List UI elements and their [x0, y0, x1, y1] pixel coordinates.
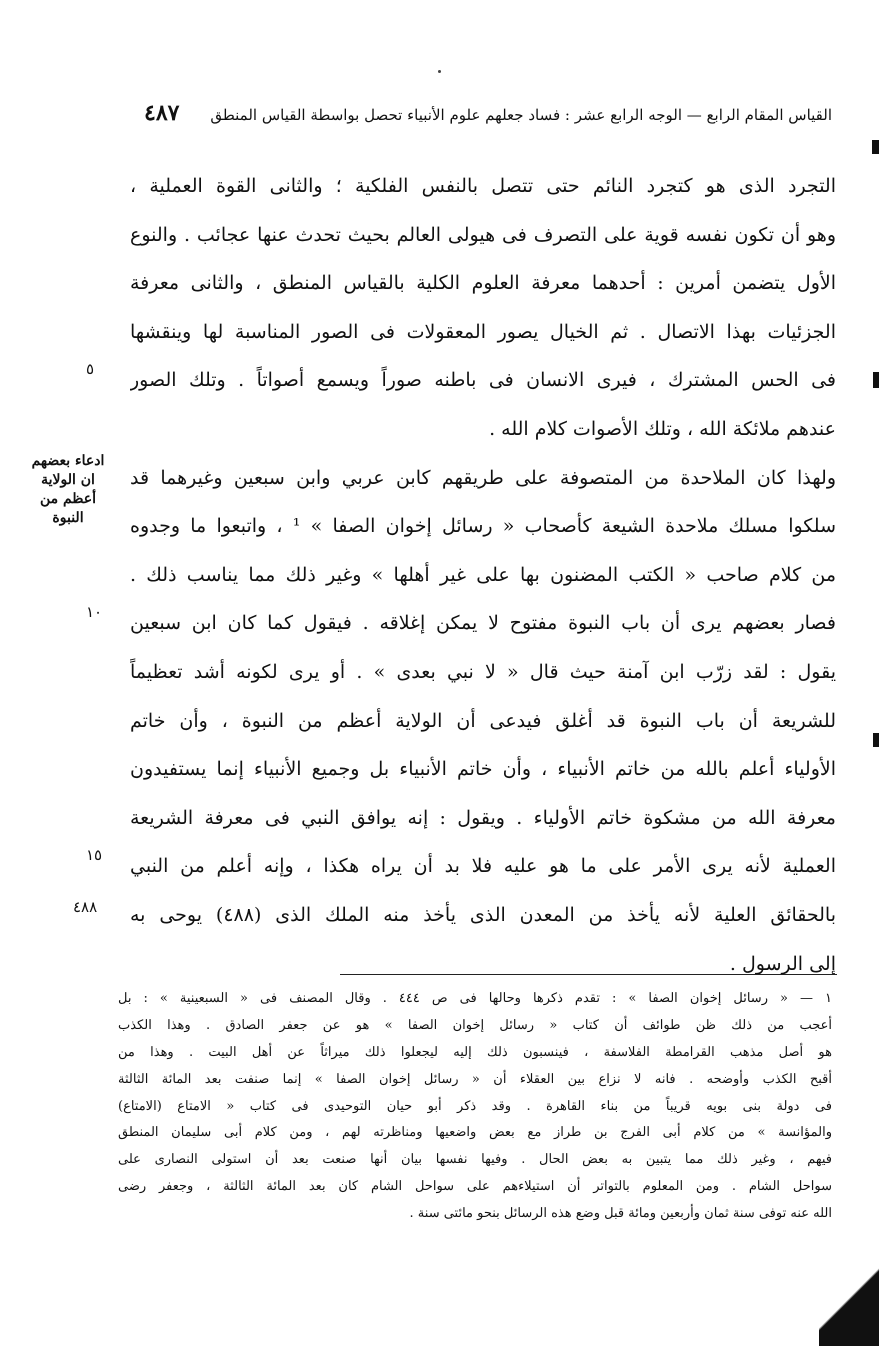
body-text — [130, 162, 836, 988]
scan-edge-mark — [872, 140, 879, 154]
body-line: إلى الرسول . — [729, 952, 836, 975]
margin-note — [18, 452, 118, 528]
running-head-title: القياس المقام الرابع — الوجه الرابع عشر : فساد جعلهم علوم الأنبياء تحصل بواسطة القياس المنطق — [210, 106, 832, 124]
body-line: من كلام صاحب « الكتب المضنون بها على غير أهلها » وغير ذلك مما يناسب ذلك . — [130, 563, 836, 586]
footnote-line: سواحل الشام . ومن المعلوم بالتواتر أن استيلاءهم على سواحل الشام كان بعد المائة الثالثة ، وجعفر رضى — [118, 1179, 832, 1195]
footnote-line: الله عنه توفى سنة ثمان وأربعين ومائة قبل وضع هذه الرسائل بنحو مائتى سنة . — [409, 1206, 832, 1222]
margin-note-line: ادعاء بعضهم — [31, 453, 105, 469]
running-head — [140, 100, 832, 134]
scan-corner-shadow — [819, 1256, 879, 1346]
body-line: معرفة الله من مشكوة خاتم الأولياء . ويقول : إنه يوافق النبي فى معرفة الشريعة — [130, 806, 836, 829]
footnote-line: أعجب من ذلك ظن طوائف أن كتاب « رسائل إخوان الصفا » هو عن جعفر الصادق . وهذا الكذب — [118, 1017, 832, 1033]
body-line: الأولياء أعلم بالله من خاتم الأنبياء ، وأن خاتم الأنبياء بل وجميع الأنبياء إنما يستفيدون — [130, 758, 836, 781]
body-line: يقول : لقد زرّب ابن آمنة حيث قال « لا نبي بعدى » . أو يرى لكونه أشد تعظيماً — [130, 660, 836, 683]
body-line: سلكوا مسلك ملاحدة الشيعة كأصحاب « رسائل إخوان الصفا » ¹ ، واتبعوا ما وجدوه — [130, 515, 836, 538]
margin-note-line: أعظم من — [39, 491, 97, 507]
margin-page-reference: ٤٨٨ — [73, 898, 98, 916]
scan-edge-mark — [873, 372, 879, 388]
footnote-line: أقبح الكذب وأوضحه . فانه لا نزاع بين العقلاء أن « رسائل إخوان الصفا » إنما صنفت بعد المائة الثالثة — [118, 1071, 832, 1087]
page-number: ٤٨٧ — [144, 100, 180, 126]
line-number-5: ٥ — [86, 360, 95, 378]
scan-edge-mark — [873, 733, 879, 747]
body-line: فى الحس المشترك ، فيرى الانسان فى باطنه صوراً ويسمع أصواتاً . وتلك الصور — [130, 369, 836, 392]
body-line: عندهم ملائكة الله ، وتلك الأصوات كلام الله . — [489, 417, 836, 440]
print-dot — [438, 70, 441, 73]
body-line: وهو أن تكون نفسه قوية على التصرف فى هيولى العالم بحيث تحدث عنها عجائب . والنوع — [130, 223, 836, 246]
margin-note-line: النبوة — [52, 510, 84, 526]
body-line: للشريعة أن باب النبوة قد أغلق فيدعى أن الولاية أعظم من النبوة ، وأن خاتم — [130, 709, 836, 732]
footnote-rule — [340, 974, 837, 975]
body-line: بالحقائق العلية لأنه يأخذ من المعدن الذى يأخذ منه الملك الذى (٤٨٨) يوحى به — [130, 903, 836, 926]
line-number-10: ١٠ — [86, 603, 103, 621]
body-line: فصار بعضهم يرى أن باب النبوة مفتوح لا يمكن إغلاقه . فيقول كما كان ابن سبعين — [130, 612, 836, 635]
footnotes — [118, 986, 832, 1228]
line-number-15: ١٥ — [86, 846, 103, 864]
footnote-line: والمؤانسة » من كلام أبى الفرج بن طراز مع بعض واضعيها ومناظرته لهم ، ومن كلام أبى سليمان المنطق — [118, 1125, 832, 1141]
footnote-line: فيهم ، وغير ذلك مما يتبين به بعض الحال . وفيها نفسها بيان أنها صنعت بعد أن استولى النصارى على — [118, 1152, 832, 1168]
body-line: ولهذا كان الملاحدة من المتصوفة على طريقهم كابن عربي وابن سبعين وغيرهما قد — [130, 466, 836, 489]
body-line: التجرد الذى هو كتجرد النائم حتى تتصل بالنفس الفلكية ؛ والثانى القوة العملية ، — [130, 175, 836, 197]
footnote-line: فى دولة بنى بويه قريباً من بناء القاهرة . وقد ذكر أبو حيان التوحيدى فى كتاب « الامتاع (الامتاع) — [118, 1098, 832, 1114]
body-line: العملية لأنه يرى الأمر على ما هو عليه فلا بد أن يراه هكذا ، وإنه أعلم من النبي — [130, 855, 836, 878]
footnote-line: ١ — « رسائل إخوان الصفا » : تقدم ذكرها وحالها فى ص ٤٤٤ . وقال المصنف فى « السبعينية » : بل — [118, 991, 832, 1006]
footnote-line: هو أصل مذهب القرامطة الفلاسفة ، فينسبون ذلك إليه ليجعلوا ذلك ميراثاً عن أهل البيت . وهذا من — [118, 1044, 832, 1060]
body-line: الجزئيات بهذا الاتصال . ثم الخيال يصور المعقولات فى الصور المناسبة لها وينقشها — [130, 320, 836, 343]
body-line: الأول يتضمن أمرين : أحدهما معرفة العلوم الكلية بالقياس المنطق ، والثانى معرفة — [130, 272, 836, 295]
margin-note-line: ان الولاية — [41, 472, 95, 488]
